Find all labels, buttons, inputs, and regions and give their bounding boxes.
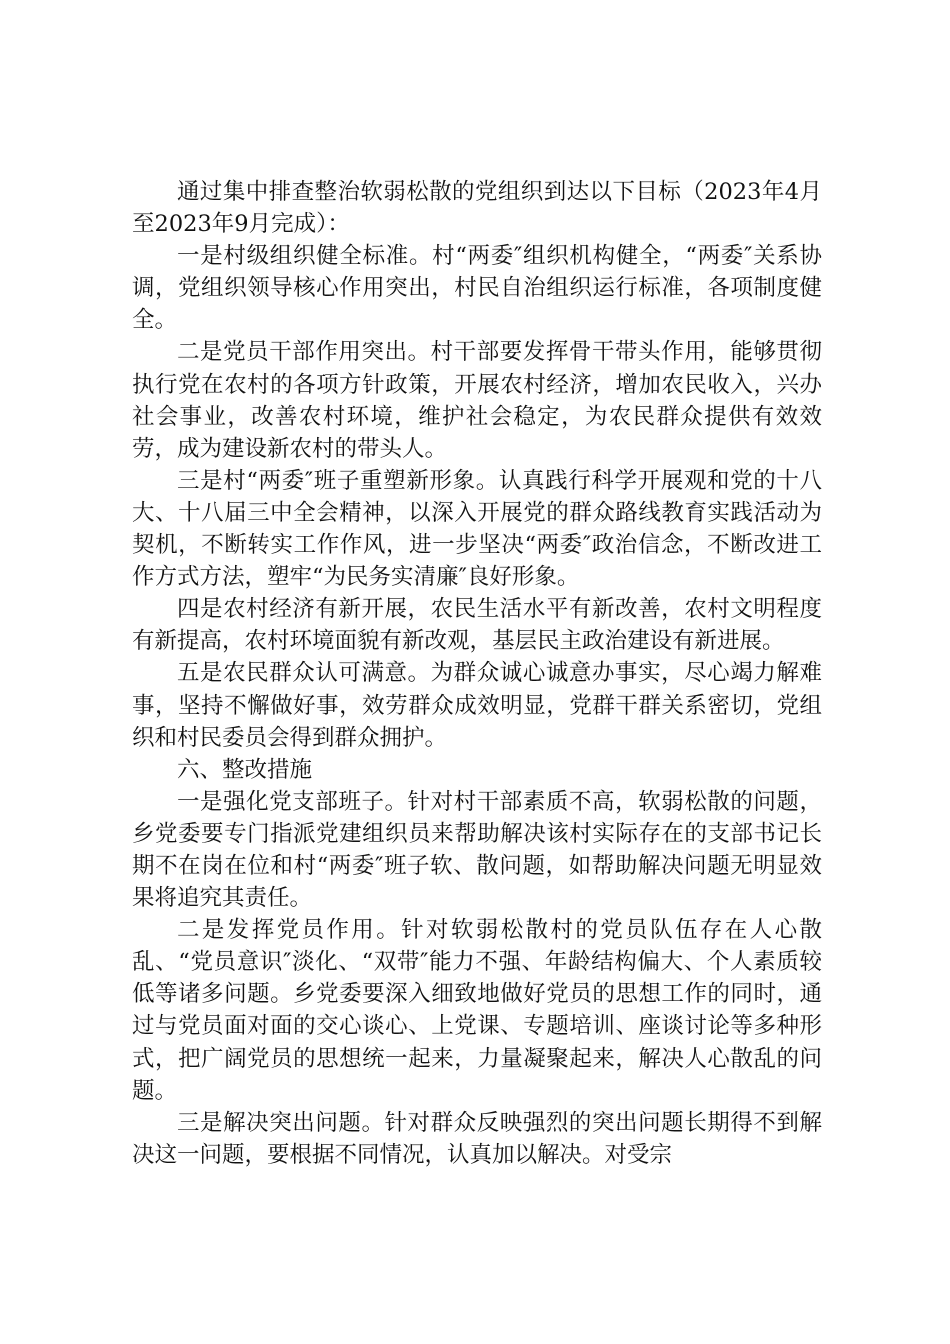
paragraph-goals-intro: 通过集中排查整治软弱松散的党组织到达以下目标（2023年4月至2023年9月完成）： xyxy=(132,179,822,238)
document-page xyxy=(132,176,822,1171)
paragraph-measure-2: 二是发挥党员作用。针对软弱松散村的党员队伍存在人心散乱、“党员意识″淡化、“双带″能力不强、年龄结构偏大、个人素质较低等诸多问题。乡党委要深入细致地做好党员的思想工作的同时，通过与党员面对面的交心谈心、上党课、专题培训、座谈讨论等多种形式，把广阔党员的思想统一起来，力量凝聚起来，解决人心散乱的问题。 xyxy=(132,917,822,1104)
paragraph-goal-5: 五是农民群众认可满意。为群众诚心诚意办事实，尽心竭力解难事，坚持不懈做好事，效劳群众成效明显，党群干群关系密切，党组织和村民委员会得到群众拥护。 xyxy=(132,660,822,751)
paragraph-goal-1: 一是村级组织健全标准。村“两委″组织机构健全，“两委″关系协调，党组织领导核心作用突出，村民自治组织运行标准，各项制度健全。 xyxy=(132,243,822,334)
paragraph-measure-3: 三是解决突出问题。针对群众反映强烈的突出问题长期得不到解决这一问题，要根据不同情况，认真加以解决。对受宗 xyxy=(132,1109,822,1168)
paragraph-goal-4: 四是农村经济有新开展，农民生活水平有新改善，农村文明程度有新提高，农村环境面貌有新改观，基层民主政治建设有新进展。 xyxy=(132,596,822,655)
paragraph-goal-3: 三是村“两委″班子重塑新形象。认真践行科学开展观和党的十八大、十八届三中全会精神，以深入开展党的群众路线教育实践活动为契机，不断转实工作作风，进一步坚决“两委″政治信念，不断改进工作方式方法，塑牢“为民务实清廉″良好形象。 xyxy=(132,467,822,591)
section-heading-measures: 六、整改措施 xyxy=(177,756,313,783)
paragraph-measure-1: 一是强化党支部班子。针对村干部素质不高，软弱松散的问题，乡党委要专门指派党建组织员来帮助解决该村实际存在的支部书记长期不在岗在位和村“两委″班子软、散问题，如帮助解决问题无明显效果将追究其责任。 xyxy=(132,788,822,912)
paragraph-goal-2: 二是党员干部作用突出。村干部要发挥骨干带头作用，能够贯彻执行党在农村的各项方针政策，开展农村经济，增加农民收入，兴办社会事业，改善农村环境，维护社会稳定，为农民群众提供有效效劳，成为建设新农村的带头人。 xyxy=(132,339,822,462)
